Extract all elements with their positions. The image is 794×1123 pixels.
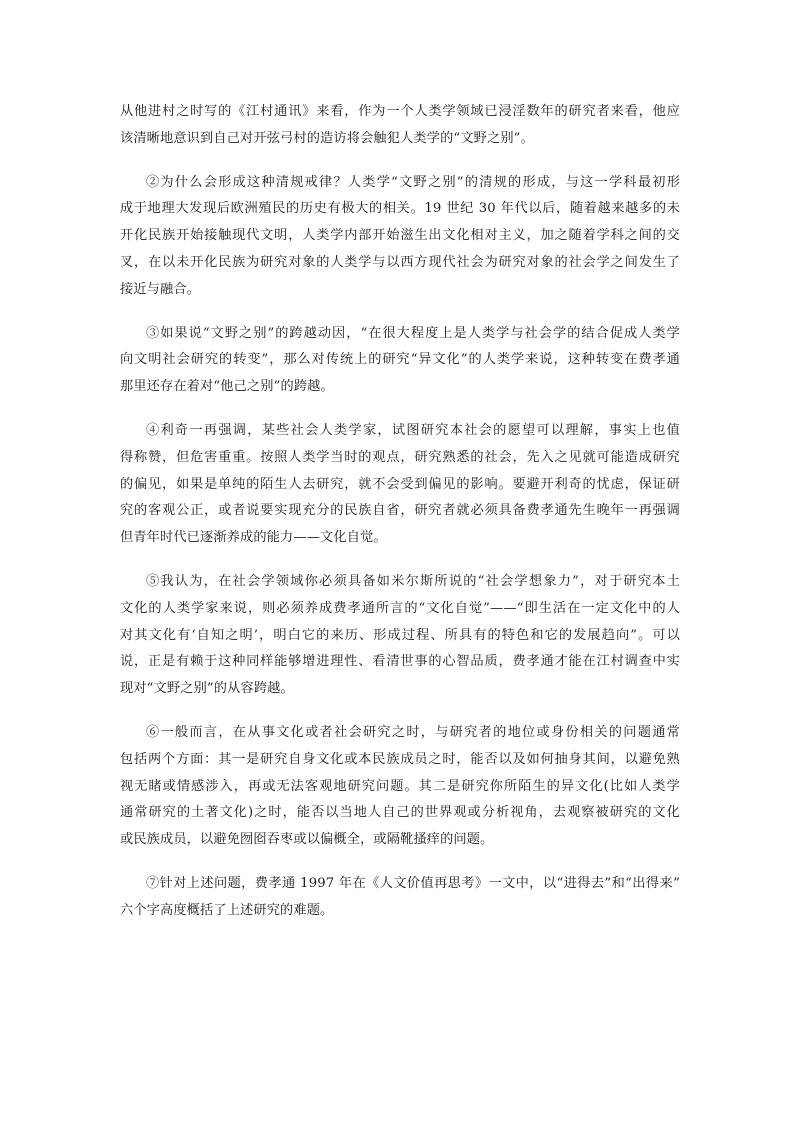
text-line: 从他进村之时写的《江村通讯》来看，作为一个人类学领域已浸淫数年的研究者来看，他应 [120,104,680,119]
text-line: 通常研究的土著文化)之时，能否以当地人自己的世界观或分析视角，去观察被研究的文化 [120,805,680,821]
paragraph-continuation [120,99,680,153]
text-line: 或民族成员，以避免囫囵吞枣或以偏概全，或隔靴搔痒的问题。 [120,832,494,848]
text-line: 那里还存在着对“他己之别”的跨越。 [120,379,334,395]
text-line: 包括两个方面：其一是研究自身文化或本民族成员之时，能否以及如何抽身其间，以避免熟 [120,751,680,767]
text-line: 究的客观公正，或者说要实现充分的民族自省，研究者就必须具备费孝通先生晚年一再强调 [120,503,680,519]
text-line: 接近与融合。 [120,281,201,297]
paragraph-4 [120,418,680,552]
paragraph-3 [120,321,680,401]
paragraph-2 [120,170,680,304]
paragraph-7 [120,871,680,925]
text-line: 文化的人类学家来说，则必须养成费孝通所言的“文化自觉”——“即生活在一定文化中的人 [120,600,680,616]
text-line: 成于地理大发现后欧洲殖民的历史有极大的相关。19 世纪 30 年代以后，随着越来越多的未 [120,201,680,217]
text-line: 视无睹或情感涉入，再或无法客观地研究问题。其二是研究你所陌生的异文化(比如人类学 [120,778,680,794]
text-line: ⑤我认为，在社会学领域你必须具备如米尔斯所说的“社会学想象力”，对于研究本土 [146,573,680,589]
text-line: 说，正是有赖于这种同样能够增进理性、看清世事的心智品质，费孝通才能在江村调查中实 [120,654,680,670]
text-line: 现对“文野之别”的从容跨越。 [120,681,294,697]
text-line: 但青年时代已逐渐养成的能力——文化自觉。 [120,530,387,546]
text-line: 对其文化有‘自知之明’，明白它的来历、形成过程、所具有的特色和它的发展趋向”。可以 [120,627,680,643]
text-line: ②为什么会形成这种清规戒律？人类学“文野之别”的清规的形成，与这一学科最初形 [146,174,680,190]
text-line: 该清晰地意识到自己对开弦弓村的造访将会触犯人类学的“文野之别”。 [120,130,534,146]
text-line: 得称赞，但危害重重。按照人类学当时的观点，研究熟悉的社会，先入之见就可能造成研究 [120,449,680,465]
text-line: 开化民族开始接触现代文明，人类学内部开始滋生出文化相对主义，加之随着学科之间的交 [120,228,680,244]
text-line: ③如果说“文野之别”的跨越动因，“在很大程度上是人类学与社会学的结合促成人类学 [146,325,680,341]
text-line: 向文明社会研究的转变”，那么对传统上的研究“异文化”的人类学来说，这种转变在费孝通 [120,352,680,368]
text-line: 六个字高度概括了上述研究的难题。 [120,902,334,918]
paragraph-5 [120,569,680,703]
text-line: 的偏见，如果是单纯的陌生人去研究，就不会受到偏见的影响。要避开利奇的忧虑，保证研 [120,476,680,492]
text-line: 叉，在以未开化民族为研究对象的人类学与以西方现代社会为研究对象的社会学之间发生了 [120,254,680,270]
document-body [120,99,680,942]
text-line: ⑥一般而言，在从事文化或者社会研究之时，与研究者的地位或身份相关的问题通常 [146,724,680,740]
paragraph-6 [120,720,680,854]
text-line: ④利奇一再强调，某些社会人类学家，试图研究本社会的愿望可以理解，事实上也值 [146,422,680,438]
text-line: ⑦针对上述问题，费孝通 1997 年在《人文价值再思考》一文中，以“进得去”和“出得来” [146,875,680,891]
